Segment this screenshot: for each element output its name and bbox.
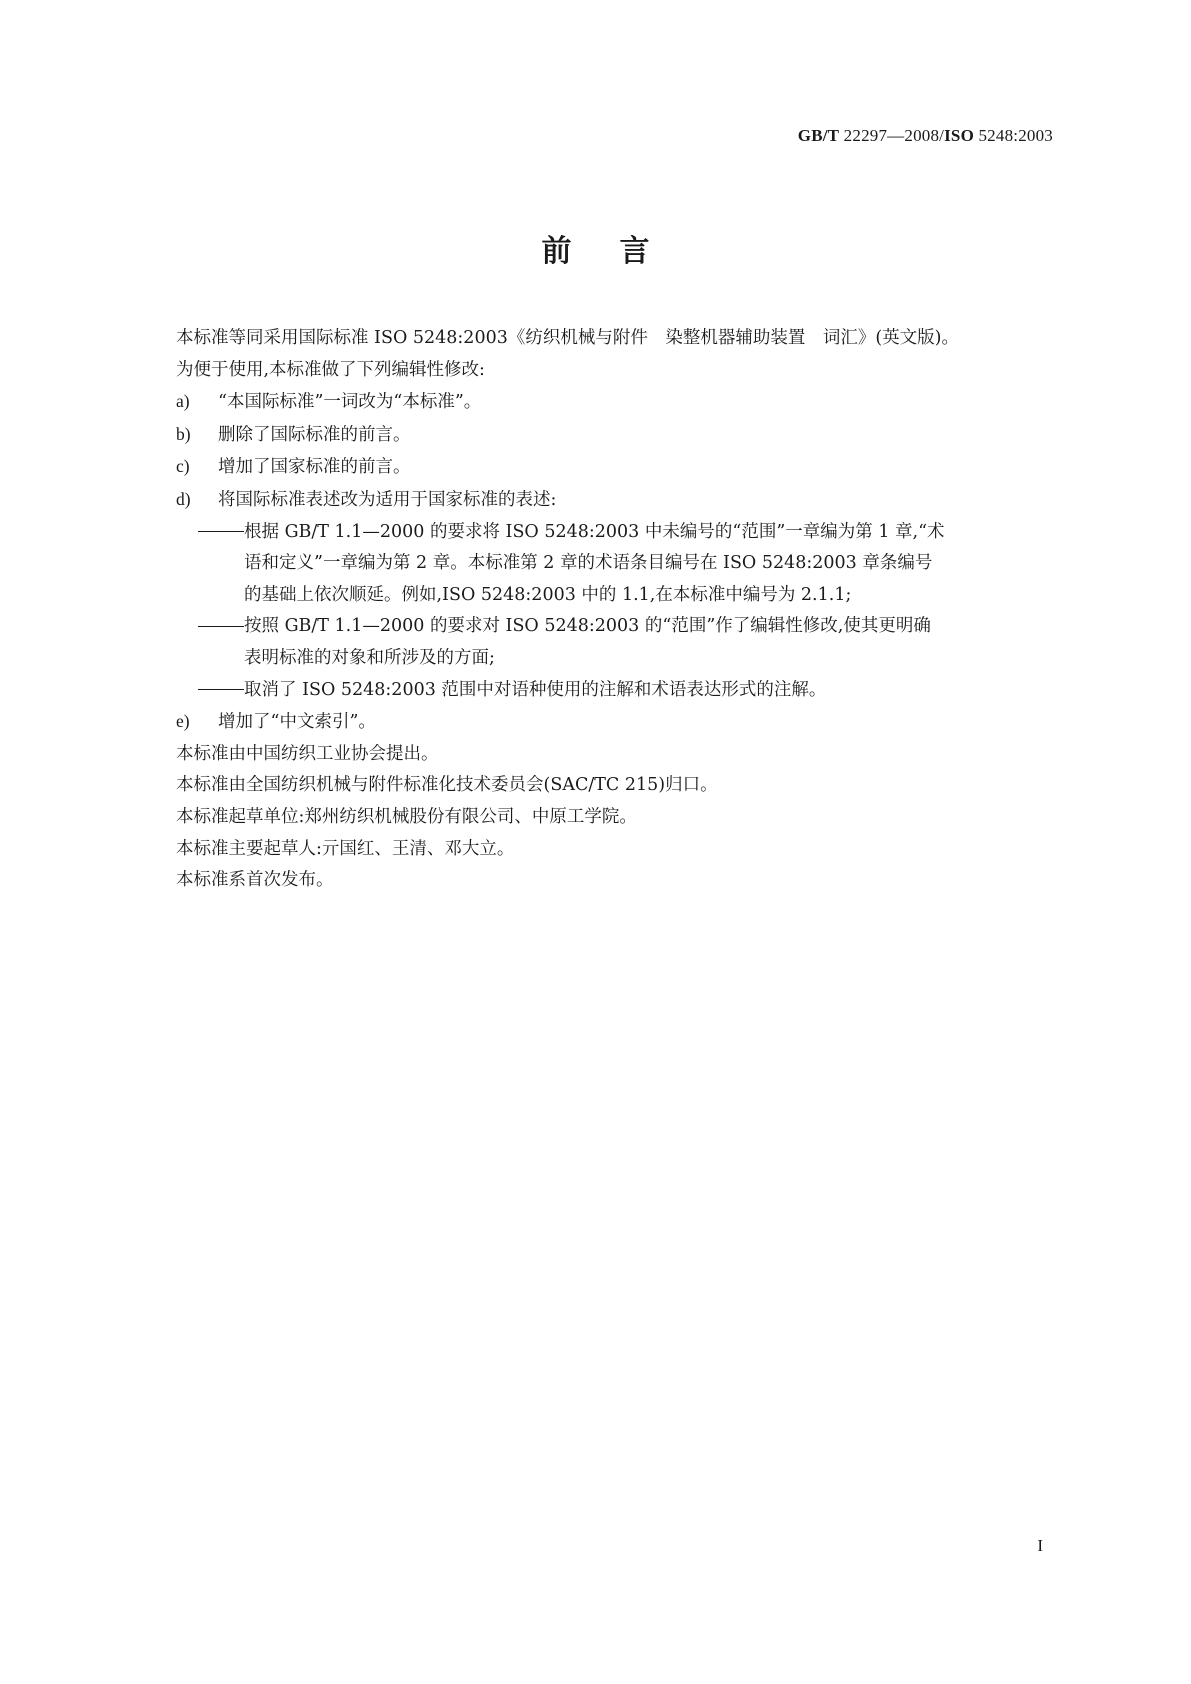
- list-marker: b): [176, 423, 191, 444]
- list-item: [176, 706, 1056, 739]
- dash-line: 的基础上依次顺延。例如,ISO 5248:2003 中的 1.1,在本标准中编号为 2.1.1;: [244, 584, 852, 605]
- dash-line: 表明标准的对象和所涉及的方面;: [244, 647, 495, 668]
- edits-intro-paragraph: 为便于使用,本标准做了下列编辑性修改:: [176, 359, 485, 380]
- closing-paragraph: 本标准由全国纺织机械与附件标准化技术委员会(SAC/TC 215)归口。: [176, 775, 718, 796]
- closing-paragraph: 本标准主要起草人:亓国红、王清、邓大立。: [176, 838, 515, 859]
- code-iso-prefix: ISO: [944, 126, 975, 145]
- dash-line-text: 根据 GB/T 1.1—2000 的要求将 ISO 5248:2003 中未编号的“范围”一章编为第 1 章,“术: [244, 521, 945, 542]
- em-dash-mark: [198, 626, 244, 628]
- dash-item: [176, 517, 1056, 612]
- foreword-body: [176, 323, 1056, 897]
- closing-paragraph: 本标准由中国纺织工业协会提出。: [176, 743, 439, 764]
- closing-paragraph: 本标准系首次发布。: [176, 870, 334, 891]
- intro-paragraph: 本标准等同采用国际标准 ISO 5248:2003《纺织机械与附件 染整机器辅助装置 词汇》(英文版)。: [176, 328, 959, 348]
- dash-line-text: 取消了 ISO 5248:2003 范围中对语种使用的注解和术语表达形式的注解。: [244, 679, 827, 700]
- code-iso: 5248:2003: [974, 126, 1053, 145]
- dash-item: [176, 611, 1056, 674]
- list-item-text: 将国际标准表述改为适用于国家标准的表述:: [218, 489, 557, 510]
- dash-line: [176, 517, 1056, 549]
- code-prefix: GB/T: [797, 126, 840, 145]
- list-item-text: 增加了国家标准的前言。: [218, 457, 411, 478]
- list-marker: e): [176, 711, 190, 732]
- em-dash-mark: [198, 531, 244, 533]
- list-item-text: “本国际标准”一词改为“本标准”。: [218, 392, 482, 413]
- page-title: 前言: [541, 234, 698, 269]
- list-item: [176, 419, 1056, 452]
- list-item-text: 增加了“中文索引”。: [218, 712, 376, 733]
- dash-line: [176, 675, 1056, 707]
- em-dash-mark: [198, 689, 244, 691]
- list-item-text: 删除了国际标准的前言。: [218, 424, 411, 445]
- dash-line-text: 按照 GB/T 1.1—2000 的要求对 ISO 5248:2003 的“范围”作了编辑性修改,使其更明确: [244, 616, 931, 637]
- dash-line: [176, 611, 1056, 643]
- list-marker: a): [176, 391, 190, 412]
- code-main: 22297—2008/: [839, 126, 945, 145]
- list-item: [176, 386, 1056, 419]
- page-number: I: [1037, 1536, 1043, 1555]
- standard-code-header: [798, 126, 1053, 146]
- closing-paragraph: 本标准起草单位:郑州纺织机械股份有限公司、中原工学院。: [176, 806, 637, 827]
- list-item: [176, 451, 1056, 484]
- list-marker: d): [176, 488, 191, 509]
- dash-line: 语和定义”一章编为第 2 章。本标准第 2 章的术语条目编号在 ISO 5248:2003 章条编号: [244, 553, 933, 574]
- list-marker: c): [176, 456, 190, 477]
- list-item: [176, 484, 1056, 517]
- dash-item: [176, 675, 1056, 707]
